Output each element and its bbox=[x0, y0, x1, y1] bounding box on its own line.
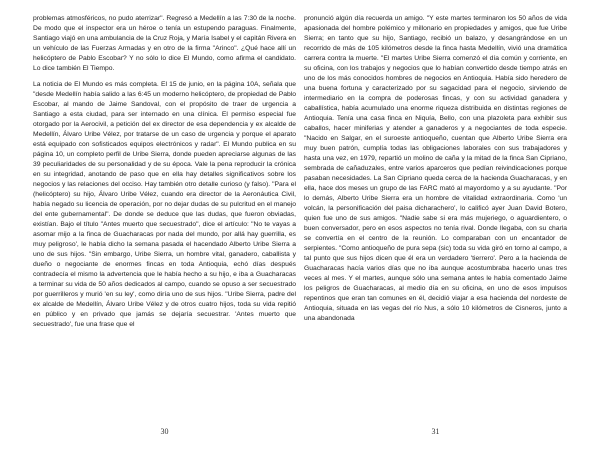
page-number: 31 bbox=[431, 427, 440, 436]
paragraph: La noticia de El Mundo es más completa. El 15 de junio, en la página 10A, señala que "desde Medellín había salido a las 6:45 un moderno helicóptero, de propiedad de Pablo Escobar, al mando de Jaime Sandoval, con el propósito de traer de urgencia a Santiago a esta ciudad, para ser internado en una clínica. El permiso especial fue otorgado por la Aerocivil, a petición del ex director de esa dependencia y ex alcalde de Medellín, Álvaro Uribe Vélez, por tratarse de un caso de urgencia y porque el aparato está equipado con sofisticados equipos electrónicos y radar". El Mundo publica en su página 10, un completo perfil de Uribe Sierra, donde pueden apreciarse algunas de las 39 peculiaridades de su personalidad y de su época. Vale la pena reproducir la crónica en su integridad, anotando de paso que en ella hay detalles significativos sobre los negocios y las relaciones del occiso. Hay también otro detalle curioso (y falso). "Para el (helicóptero) su hijo, Álvaro Uribe Vélez, cuando era director de la Aeronáutica Civil, había negado su licencia de operación, por no dejar dudas de su pulcritud en el manejo del ente gubernamental". De donde se deduce que las dudas, que fueron obviadas, existían. Bajo el título "Antes muerto que secuestrado", dice el artículo: "No te vayas a asomar mijo a la finca de Guacharacas por nada del mundo, por allá hay guerrilla, es muy peligroso', le había dicho la semana pasada el hacendado Alberto Uribe Sierra a uno de sus hijos. "Sin embargo, Uribe Sierra, un hombre vital, ganadero, caballista y dueño o negociante de enormes fincas en toda Antioquia, echó días después contradecía el mismo la advertencia que le había hecho a su hijo, e iba a Guacharacas a terminar su vida de 50 años dedicados al campo, cuando se opuso a ser secuestrado por guerrilleros y murió 'en su ley', como diría uno de sus hijos. "Uribe Sierra, padre del ex alcalde de Medellín, Álvaro Uribe Vélez y de otros cuatro hijos, toda su vida repitió en público y en privado que jamás se dejaría secuestrar. 'Antes muerto que secuestrado', fue una frase que el bbox=[33, 80, 296, 328]
left-page-text bbox=[33, 14, 296, 330]
paragraph: problemas atmosféricos, no pudo aterrizar". Regresó a Medellín a las 7:30 de la noche. De modo que el inspector era un héroe o tenía un estupendo paraguas. Finalmente, Santiago viajó en una ambulancia de la Cruz Roja, y María Isabel y el capitán Rivera en un vehículo de las Fuerzas Armadas y en otro de la firma "Arinco". ¿Qué hace allí un helicóptero de Pablo Escobar? Y no sólo lo dice El Mundo, como afirma el candidato. Lo dice también El Tiempo. bbox=[33, 15, 296, 72]
page-number: 30 bbox=[160, 427, 169, 436]
left-page bbox=[33, 14, 296, 438]
right-page-text bbox=[304, 14, 567, 324]
right-page bbox=[304, 14, 567, 438]
paragraph: pronunció algún día recuerda un amigo. "Y este martes terminaron los 50 años de vida apasionada del hombre polémico y millonario en propiedades y amigos, que fue Uribe Sierra; en tanto que su hijo, Santiago, recibió un balazo, y desangrándose en un recorrido de más de 105 kilómetros desde la finca hasta Medellín, vivió una dramática carrera contra la muerte. "El martes Uribe Sierra comenzó el día común y corriente, en su oficina, con los trabajos y negocios que lo habían convertido desde tiempo atrás en uno de los más conocidos hombres de negocios en Antioquia. Había sido heredero de una buena fortuna y caracterizado por su sagacidad para el negocio, sirviendo de intermediario en la compra de poderosas fincas, y con su actividad ganadera y caballística, había acumulado una enorme riqueza distribuida en distintas regiones de Antioquia. Tenía una casa finca en Niquía, Bello, con una plazoleta para exhibir sus caballos, hacer miniferias y atender a ganaderos y a negociantes de toda especie. "Nacido en Salgar, en el suroeste antioqueño, cuentan que Alberto Uribe Sierra era muy buen patrón, cumplía todas las obligaciones laborales con sus trabajadores y hasta una vez, en 1979, repartió un molino de caña y la mitad de la finca San Cipriano, sembrada de cañaduzales, entre varios aparceros que pedían reivindicaciones porque pasaban necesidades. La San Cipriano queda cerca de la hacienda Guacharacas, y en ella, hace dos meses un grupo de las FARC mató al mayordomo y a su ayudante. "Por lo demás, Alberto Uribe Sierra era un hombre de vitalidad extraordinaria. Como 'un volcán, la personificación del paisa dicharachero', lo calificó ayer Juan David Botero, quien fue uno de sus amigos. "Nadie sabe si era más mujeriego, o aguardientero, o buen conversador, pero en esos aspectos no tenía rival. Donde llegaba, con su charla se convertía en el centro de la reunión. Lo comparaban con un encantador de serpientes. "Como antioqueño de pura sepa (sic) toda su vida giró en torno al campo, a tal punto que sus hijos dicen que él era un verdadero 'tierrero'. Pero a la hacienda de Guacharacas hacía varios días que no iba aunque acostumbraba hacerlo unas tres veces al mes. Y el martes, aunque sólo una semana antes le había comentado Jaime los peligros de Guacharacas, al medio día en su oficina, en uno de esos impulsos repentinos que eran tan comunes en él, decidió viajar a esa hacienda del nordeste de Antioquia, situada en las vegas del río Nus, a sólo 10 kilómetros de Cisneros, junto a una abandonada bbox=[304, 15, 567, 322]
